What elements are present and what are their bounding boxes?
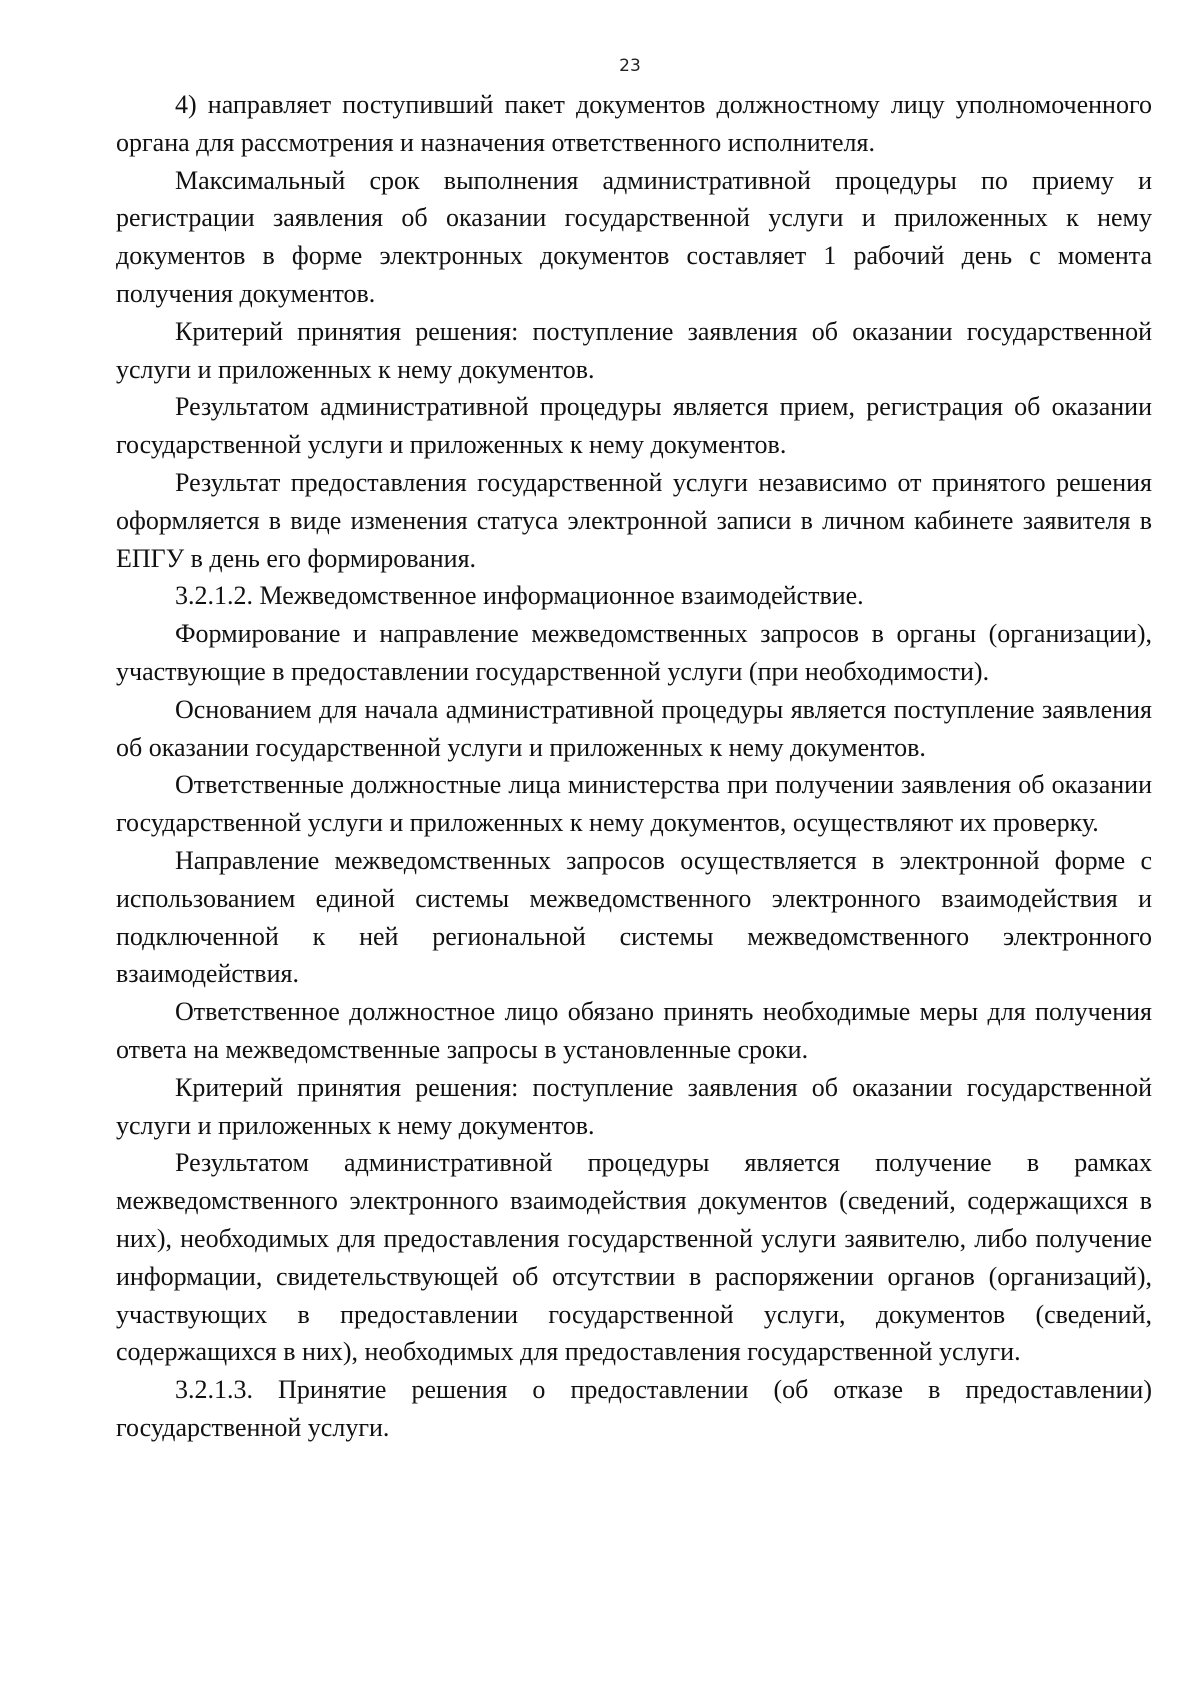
paragraph: Максимальный срок выполнения административной процедуры по приему и регистрации заявления об оказании государственной услуги и приложенных к нему документов в форме электронных документов составляет 1 рабочий день с момента получения документов. [116,165,1152,308]
section-heading: 3.2.1.3. Принятие решения о предоставлении (об отказе в предоставлении) государственной услуги. [116,1375,1152,1442]
paragraph: Формирование и направление межведомственных запросов в органы (организации), участвующие в предоставлении государственной услуги (при необходимости). [116,619,1152,686]
paragraph: Результатом административной процедуры является прием, регистрация об оказании государственной услуги и приложенных к нему документов. [116,392,1152,460]
paragraph: 4) направляет поступивший пакет документов должностному лицу уполномоченного органа для рассмотрения и назначения ответственного исполнителя. [116,90,1152,157]
paragraph: Направление межведомственных запросов осуществляется в электронной форме с использованием единой системы межведомственного электронного взаимодействия и подключенной к ней региональной системы межведомственного электронного взаимодействия. [116,845,1152,989]
paragraph: Критерий принятия решения: поступление заявления об оказании государственной услуги и приложенных к нему документов. [116,316,1152,384]
paragraph: Ответственное должностное лицо обязано принять необходимые меры для получения ответа на межведомственные запросы в установленные сроки. [116,997,1152,1064]
document-body [116,86,1152,1447]
paragraph: Результатом административной процедуры является получение в рамках межведомственного электронного взаимодействия документов (сведений, содержащихся в них), необходимых для предоставления государственной услуги заявителю, либо получение информации, свидетельствующей об отсутствии в распоряжении органов (организаций), участвующих в предоставлении государственной услуги, документов (сведений, содержащихся в них), необходимых для предоставления государственной услуги. [116,1148,1152,1367]
paragraph: Критерий принятия решения: поступление заявления об оказании государственной услуги и приложенных к нему документов. [116,1072,1152,1140]
paragraph: Результат предоставления государственной услуги независимо от принятого решения оформляется в виде изменения статуса электронной записи в личном кабинете заявителя в ЕПГУ в день его формирования. [116,467,1152,573]
paragraph: Ответственные должностные лица министерства при получении заявления об оказании государственной услуги и приложенных к нему документов, осуществляют их проверку. [116,770,1152,838]
section-heading: 3.2.1.2. Межведомственное информационное взаимодействие. [175,581,864,611]
page-number: 23 [619,56,641,76]
paragraph: Основанием для начала административной процедуры является поступление заявления об оказании государственной услуги и приложенных к нему документов. [116,694,1152,762]
